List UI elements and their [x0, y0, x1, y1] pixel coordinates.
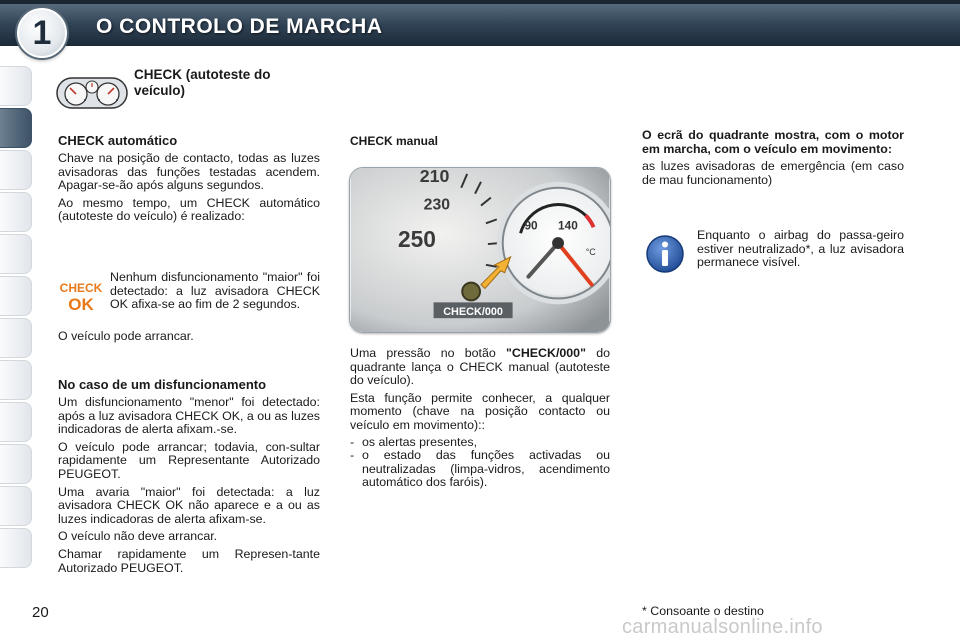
fault-paragraph-5: Chamar rapidamente um Represen-tante Autorizado PEUGEOT.	[58, 546, 320, 575]
check-ok-label-check: CHECK	[59, 281, 103, 295]
chapter-tabs	[0, 66, 34, 578]
fault-paragraph-3: Uma avaria "maior" foi detectada: a luz avisadora CHECK OK não aparece e a ou as luzes indicadoras de alerta afixam-se.	[58, 484, 320, 526]
auto-check-start-text: O veículo pode arrancar.	[58, 329, 194, 343]
manual-check-button-name: "CHECK/000"	[506, 346, 586, 360]
gauge-label-210: 210	[419, 167, 450, 186]
chapter-tab[interactable]	[0, 444, 32, 484]
auto-check-paragraph-2: Ao mesmo tempo, um CHECK automático (autoteste do veículo) é realizado:	[58, 195, 320, 224]
manual-check-heading-wrap	[350, 134, 610, 149]
chapter-tab[interactable]	[0, 402, 32, 442]
instrument-panel-icon	[56, 74, 128, 110]
display-block	[642, 129, 904, 187]
watermark: carmanualsonline.info	[622, 616, 823, 638]
list-item	[350, 449, 610, 490]
auto-check-start	[58, 326, 320, 344]
gauge-label-90: 90	[524, 218, 538, 233]
chapter-tab[interactable]	[0, 528, 32, 568]
page-header	[0, 0, 960, 56]
section-title: CHECK (autoteste do veículo)	[134, 67, 271, 98]
header-top-bar	[0, 0, 960, 4]
list-dash: -	[350, 434, 355, 449]
chapter-tab[interactable]	[0, 192, 32, 232]
manual-check-paragraph-1	[350, 347, 610, 388]
display-paragraph-1: as luzes avisadoras de emergência (em caso de mau funcionamento)	[642, 159, 904, 187]
fault-heading: No caso de um disfuncionamento	[58, 377, 267, 392]
manual-check-heading: CHECK manual	[350, 134, 439, 148]
chapter-tab[interactable]	[0, 276, 32, 316]
fault-block	[58, 377, 320, 575]
gauge-label-230: 230	[423, 196, 451, 214]
chapter-tab[interactable]	[0, 318, 32, 358]
list-item-text: o estado das funções activadas ou neutralizadas (limpa-vidros, acendimento automático dos faróis).	[362, 448, 610, 490]
gauge-check-button-label: CHECK/000	[443, 306, 503, 319]
page-title: O CONTROLO DE MARCHA	[96, 15, 383, 38]
airbag-note: Enquanto o airbag do passa-geiro estiver neutralizado*, a luz avisadora permanece visível.	[697, 228, 904, 270]
manual-check-p1-suffix: do quadrante lança o CHECK manual (autoteste do veículo).	[350, 346, 610, 388]
gauge-label-140: 140	[558, 218, 578, 233]
gauge-label-celsius: °C	[585, 246, 596, 257]
auto-check-block	[58, 133, 320, 224]
manual-check-paragraph-2: Esta função permite conhecer, a qualquer momento (chave na posição contacto ou veículo em movimento)::	[350, 390, 610, 432]
list-item-text: os alertas presentes,	[362, 434, 478, 449]
instrument-cluster-photo	[349, 167, 611, 333]
info-icon	[645, 234, 685, 274]
list-item	[350, 436, 610, 450]
auto-check-heading: CHECK automático	[58, 133, 178, 148]
manual-check-p1-prefix: Uma pressão no botão	[350, 346, 507, 360]
chapter-tab[interactable]	[0, 486, 32, 526]
chapter-tab[interactable]	[0, 360, 32, 400]
check-ok-icon	[58, 277, 104, 315]
fault-paragraph-2: O veículo pode arrancar; todavia, con-sultar rapidamente um Representante Autorizado PEUGEOT.	[58, 439, 320, 481]
check-ok-label-ok: OK	[68, 295, 94, 314]
gauge-label-250: 250	[398, 226, 436, 253]
check-ok-description: Nenhum disfuncionamento "maior" foi detectado: a luz avisadora CHECK OK afixa-se ao fim de 2 segundos.	[110, 270, 320, 312]
list-dash: -	[350, 448, 355, 463]
chapter-badge: 1	[17, 8, 67, 58]
chapter-tab[interactable]	[0, 66, 32, 106]
fault-paragraph-1: Um disfuncionamento "menor" foi detectado: após a luz avisadora CHECK OK, a ou as luzes indicadoras de alerta afixam.-se.	[58, 395, 320, 437]
manual-check-block	[350, 343, 610, 490]
auto-check-paragraph-1: Chave na posição de contacto, todas as luzes avisadoras das funções testadas acendem. Apagar-se-ão após alguns segundos.	[58, 151, 320, 193]
manual-check-list	[350, 436, 610, 490]
chapter-tab[interactable]	[0, 150, 32, 190]
display-heading: O ecrã do quadrante mostra, com o motor em marcha, com o veículo em movimento:	[642, 128, 904, 156]
page-number: 20	[32, 604, 49, 621]
chapter-tab[interactable]	[0, 234, 32, 274]
footnote: * Consoante o destino	[642, 604, 764, 618]
fault-paragraph-4: O veículo não deve arrancar.	[58, 529, 218, 544]
chapter-tab-active[interactable]	[0, 108, 32, 148]
